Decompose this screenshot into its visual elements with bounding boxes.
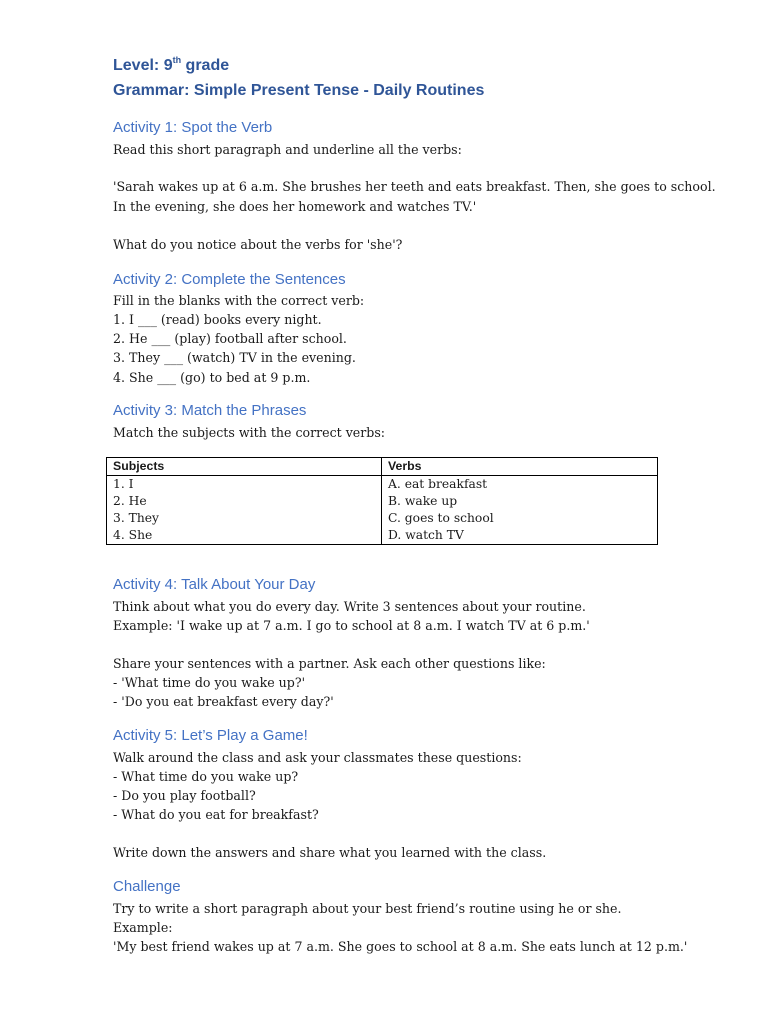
table-cell-item: 3. They — [113, 511, 159, 525]
column-header: Subjects — [107, 458, 382, 476]
table-cell-item: B. wake up — [388, 494, 458, 508]
activity4-heading: Activity 4: Talk About Your Day — [113, 576, 316, 593]
list-item: - Do you play football? — [113, 788, 256, 803]
activity1-paragraph-line: In the evening, she does her homework and watches TV.' — [113, 199, 477, 214]
subjects-cell — [107, 476, 382, 545]
table-cell-item: 1. I — [113, 477, 134, 491]
table-cell-item: D. watch TV — [388, 528, 464, 542]
activity1-heading: Activity 1: Spot the Verb — [113, 119, 273, 136]
grammar-heading: Grammar: Simple Present Tense - Daily Routines — [113, 82, 485, 99]
challenge-heading: Challenge — [113, 878, 181, 895]
activity1-question: What do you notice about the verbs for 'she'? — [113, 237, 403, 252]
activity3-instruction: Match the subjects with the correct verbs: — [113, 425, 386, 440]
activity5-heading: Activity 5: Let’s Play a Game! — [113, 727, 308, 744]
table-header-row — [107, 458, 658, 476]
list-item: - 'What time do you wake up?' — [113, 675, 306, 690]
activity5-closing: Write down the answers and share what you learned with the class. — [113, 845, 547, 860]
list-item: - What time do you wake up? — [113, 769, 299, 784]
activity2-instruction: Fill in the blanks with the correct verb: — [113, 293, 365, 308]
level-heading: Level: 9th grade — [113, 55, 230, 74]
activity4-text: Share your sentences with a partner. Ask each other questions like: — [113, 656, 546, 671]
list-item: 1. I ___ (read) books every night. — [113, 312, 322, 327]
activity1-paragraph-line: 'Sarah wakes up at 6 a.m. She brushes her teeth and eats breakfast. Then, she goes to school. — [113, 179, 716, 194]
list-item: - 'Do you eat breakfast every day?' — [113, 694, 334, 709]
table-cell-item: 4. She — [113, 528, 153, 542]
table-cell-item: 2. He — [113, 494, 147, 508]
activity4-example: Example: 'I wake up at 7 a.m. I go to school at 8 a.m. I watch TV at 6 p.m.' — [113, 618, 590, 633]
activity4-text: Think about what you do every day. Write 3 sentences about your routine. — [113, 599, 586, 614]
column-header: Verbs — [382, 458, 658, 476]
table-cell-item: C. goes to school — [388, 511, 494, 525]
challenge-example-label: Example: — [113, 920, 173, 935]
activity1-instruction: Read this short paragraph and underline all the verbs: — [113, 142, 462, 157]
list-item: 3. They ___ (watch) TV in the evening. — [113, 350, 356, 365]
challenge-example: 'My best friend wakes up at 7 a.m. She goes to school at 8 a.m. She eats lunch at 12 p.m.' — [113, 939, 688, 954]
list-item: - What do you eat for breakfast? — [113, 807, 319, 822]
table-cell-item: A. eat breakfast — [388, 477, 488, 491]
activity5-instruction: Walk around the class and ask your classmates these questions: — [113, 750, 522, 765]
challenge-instruction: Try to write a short paragraph about your best friend’s routine using he or she. — [113, 901, 622, 916]
table-row — [107, 476, 658, 545]
activity3-heading: Activity 3: Match the Phrases — [113, 402, 307, 419]
activity2-heading: Activity 2: Complete the Sentences — [113, 271, 346, 288]
list-item: 4. She ___ (go) to bed at 9 p.m. — [113, 370, 311, 385]
list-item: 2. He ___ (play) football after school. — [113, 331, 347, 346]
verbs-cell — [382, 476, 658, 545]
match-table — [106, 457, 658, 545]
